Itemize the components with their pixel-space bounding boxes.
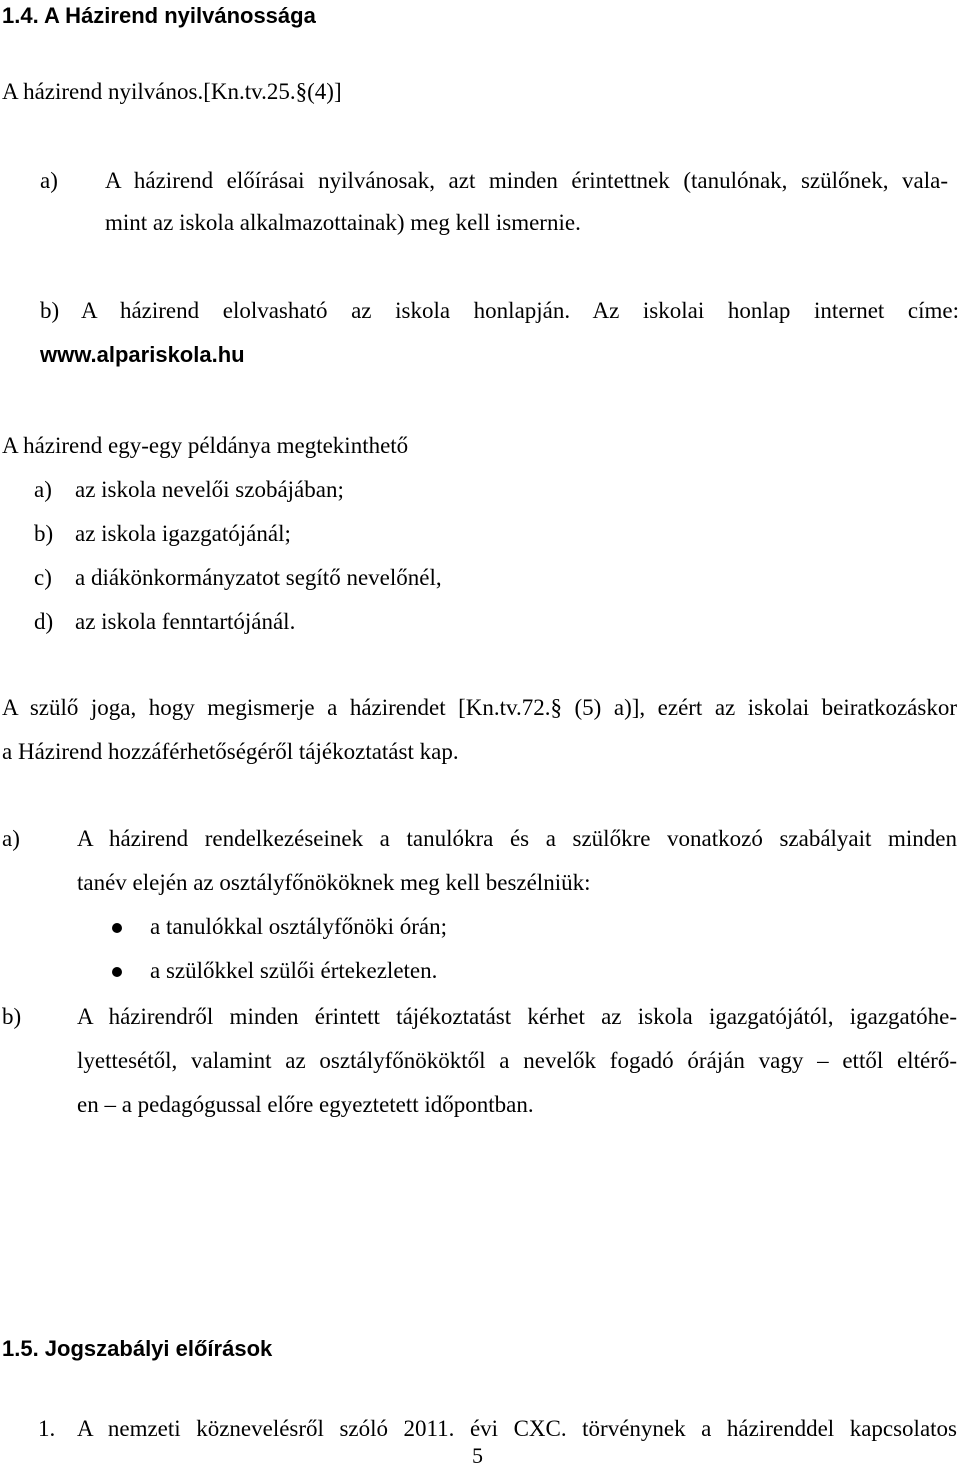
section-heading-1-4: 1.4. A Házirend nyilvánossága: [2, 3, 316, 28]
intro-paragraph: A házirend nyilvános.[Kn.tv.25.§(4)]: [2, 79, 342, 104]
copies-item-b-marker: b): [34, 521, 54, 546]
list2-b-line-1: A házirendről minden érintett tájékoztatást kérhet az iskola igazgatójától, igazgatóhe-: [77, 1004, 957, 1029]
bullet-icon: [112, 923, 122, 933]
bullet-icon: [112, 967, 122, 977]
list2-a-marker: a): [2, 826, 20, 851]
copies-item-a-text: az iskola nevelői szobájában;: [75, 477, 344, 502]
item-a-marker: a): [40, 168, 58, 193]
copies-lead: A házirend egy-egy példánya megtekinthető: [2, 433, 409, 458]
parent-right-line-1: A szülő joga, hogy megismerje a házirendet [Kn.tv.72.§ (5) a)], ezért az iskolai beiratkozáskor: [2, 695, 957, 720]
item-a-line-1: A házirend előírásai nyilvánosak, azt minden érintettnek (tanulónak, szülőnek, vala-: [105, 168, 948, 193]
page-number: 5: [472, 1443, 483, 1468]
copies-item-c-text: a diákönkormányzatot segítő nevelőnél,: [75, 565, 442, 590]
list2-b-line-2: lyettesétől, valamint az osztályfőnököktől a nevelők fogadó óráján vagy – ettől eltérő-: [77, 1048, 957, 1073]
section-heading-1-5: 1.5. Jogszabályi előírások: [2, 1336, 273, 1361]
list2-b-marker: b): [2, 1004, 22, 1029]
copies-item-b-text: az iskola igazgatójánál;: [75, 521, 291, 546]
copies-item-a-marker: a): [34, 477, 52, 502]
copies-item-d-marker: d): [34, 609, 54, 634]
list2-a-line-2: tanév elején az osztályfőnököknek meg kell beszélniük:: [77, 870, 591, 895]
list2-a-bullet-1: a tanulókkal osztályfőnöki órán;: [150, 914, 448, 939]
item-b-line-1: A házirend elolvasható az iskola honlapján. Az iskolai honlap internet címe:: [81, 298, 959, 323]
section-15-item-1-text: A nemzeti köznevelésről szóló 2011. évi CXC. törvénynek a házirenddel kapcsolatos: [77, 1416, 957, 1441]
item-b-marker: b): [40, 298, 60, 323]
copies-item-c-marker: c): [34, 565, 52, 590]
section-15-item-1-marker: 1.: [38, 1416, 56, 1441]
copies-item-d-text: az iskola fenntartójánál.: [75, 609, 296, 634]
parent-right-line-2: a Házirend hozzáférhetőségéről tájékoztatást kap.: [2, 739, 459, 764]
list2-b-line-3: en – a pedagógussal előre egyeztetett időpontban.: [77, 1092, 534, 1117]
list2-a-bullet-2: a szülőkkel szülői értekezleten.: [150, 958, 438, 983]
item-a-line-2: mint az iskola alkalmazottainak) meg kell ismernie.: [105, 210, 581, 235]
website-link[interactable]: www.alpariskola.hu: [40, 342, 245, 367]
list2-a-line-1: A házirend rendelkezéseinek a tanulókra és a szülőkre vonatkozó szabályait minden: [77, 826, 957, 851]
